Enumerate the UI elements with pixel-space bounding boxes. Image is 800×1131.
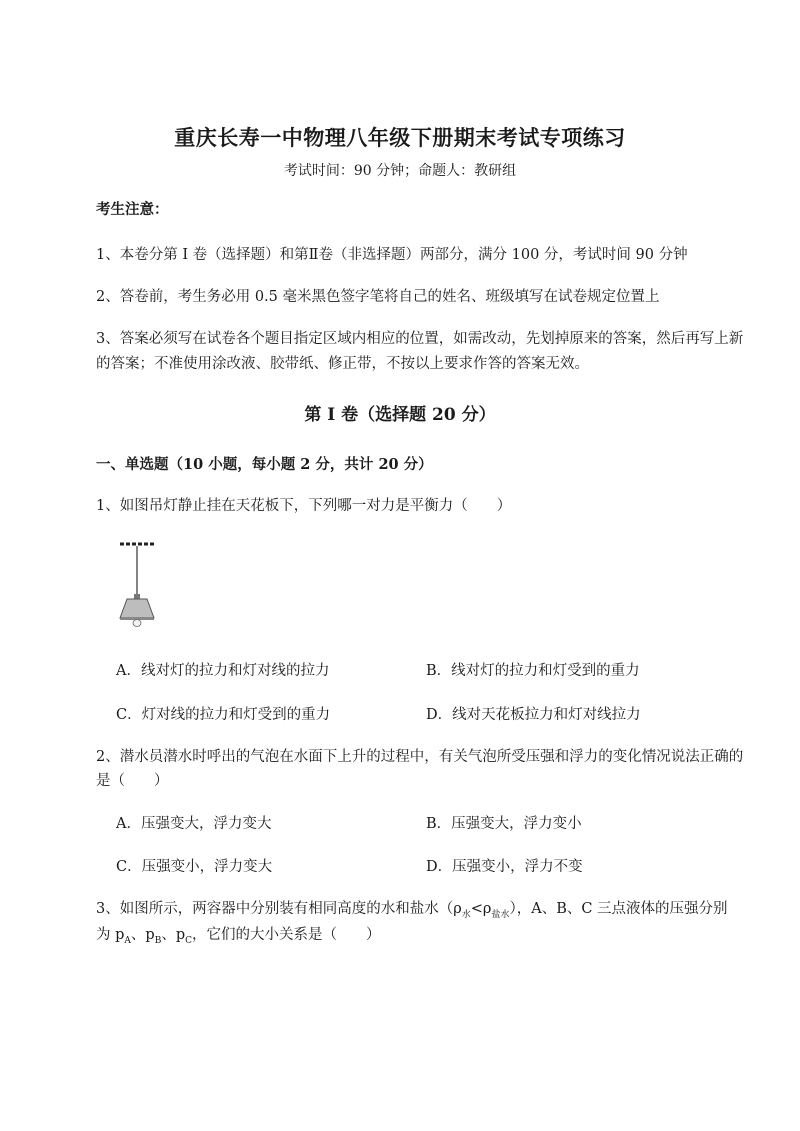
question-3-stem: 3、如图所示，两容器中分别装有相同高度的水和盐水$(\rho_水<\rho_{盐水})$，A、B、C 三点液体的压强分别 bbox=[96, 901, 728, 920]
option-a[interactable]: A．压强变大，浮力变大 bbox=[116, 816, 272, 832]
option-d[interactable]: D．线对天花板拉力和灯对线拉力 bbox=[426, 707, 641, 723]
notice-item: 1、本卷分第 I 卷（选择题）和第Ⅱ卷（非选择题）两部分，满分 100 分，考试时间 90 分钟 bbox=[96, 247, 688, 263]
part-heading: 一、单选题（10 小题，每小题 2 分，共计 20 分） bbox=[96, 456, 433, 473]
option-a[interactable]: A．线对灯的拉力和灯对线的拉力 bbox=[116, 663, 330, 679]
notice-item: 2、答卷前，考生务必用 0.5 毫米黑色签字笔将自己的姓名、班级填写在试卷规定位置上 bbox=[96, 289, 660, 305]
option-c[interactable]: C．压强变小，浮力变大 bbox=[116, 859, 273, 875]
option-b[interactable]: B．压强变大，浮力变小 bbox=[426, 816, 582, 832]
option-b[interactable]: B．线对灯的拉力和灯受到的重力 bbox=[426, 663, 640, 679]
question-2-stem: 2、潜水员潜水时呼出的气泡在水面下上升的过程中，有关气泡所受压强和浮力的变化情况说法正确的 bbox=[96, 749, 744, 765]
question-2-stem-cont: 是（ ） bbox=[96, 773, 169, 789]
question-3-stem-cont: 为 $p_A$、$p_B$、$p_C$，它们的大小关系是（ ） bbox=[96, 927, 381, 946]
page-title: 重庆长寿一中物理八年级下册期末考试专项练习 bbox=[174, 125, 626, 150]
option-d[interactable]: D．压强变小，浮力不变 bbox=[426, 859, 583, 875]
notice-item: 的答案；不准使用涂改液、胶带纸、修正带，不按以上要求作答的答案无效。 bbox=[96, 356, 589, 372]
notice-item: 3、答案必须写在试卷各个题目指定区域内相应的位置，如需改动，先划掉原来的答案，然后再写上新 bbox=[96, 331, 744, 347]
hanging-lamp-icon bbox=[112, 540, 162, 632]
section-title: 第 I 卷（选择题 20 分） bbox=[304, 405, 496, 425]
exam-info: 考试时间：90 分钟；命题人：教研组 bbox=[283, 163, 517, 179]
question-1-stem: 1、如图吊灯静止挂在天花板下，下列哪一对力是平衡力（ ） bbox=[96, 498, 512, 514]
option-c[interactable]: C．灯对线的拉力和灯受到的重力 bbox=[116, 707, 331, 723]
notice-heading: 考生注意： bbox=[96, 201, 169, 218]
